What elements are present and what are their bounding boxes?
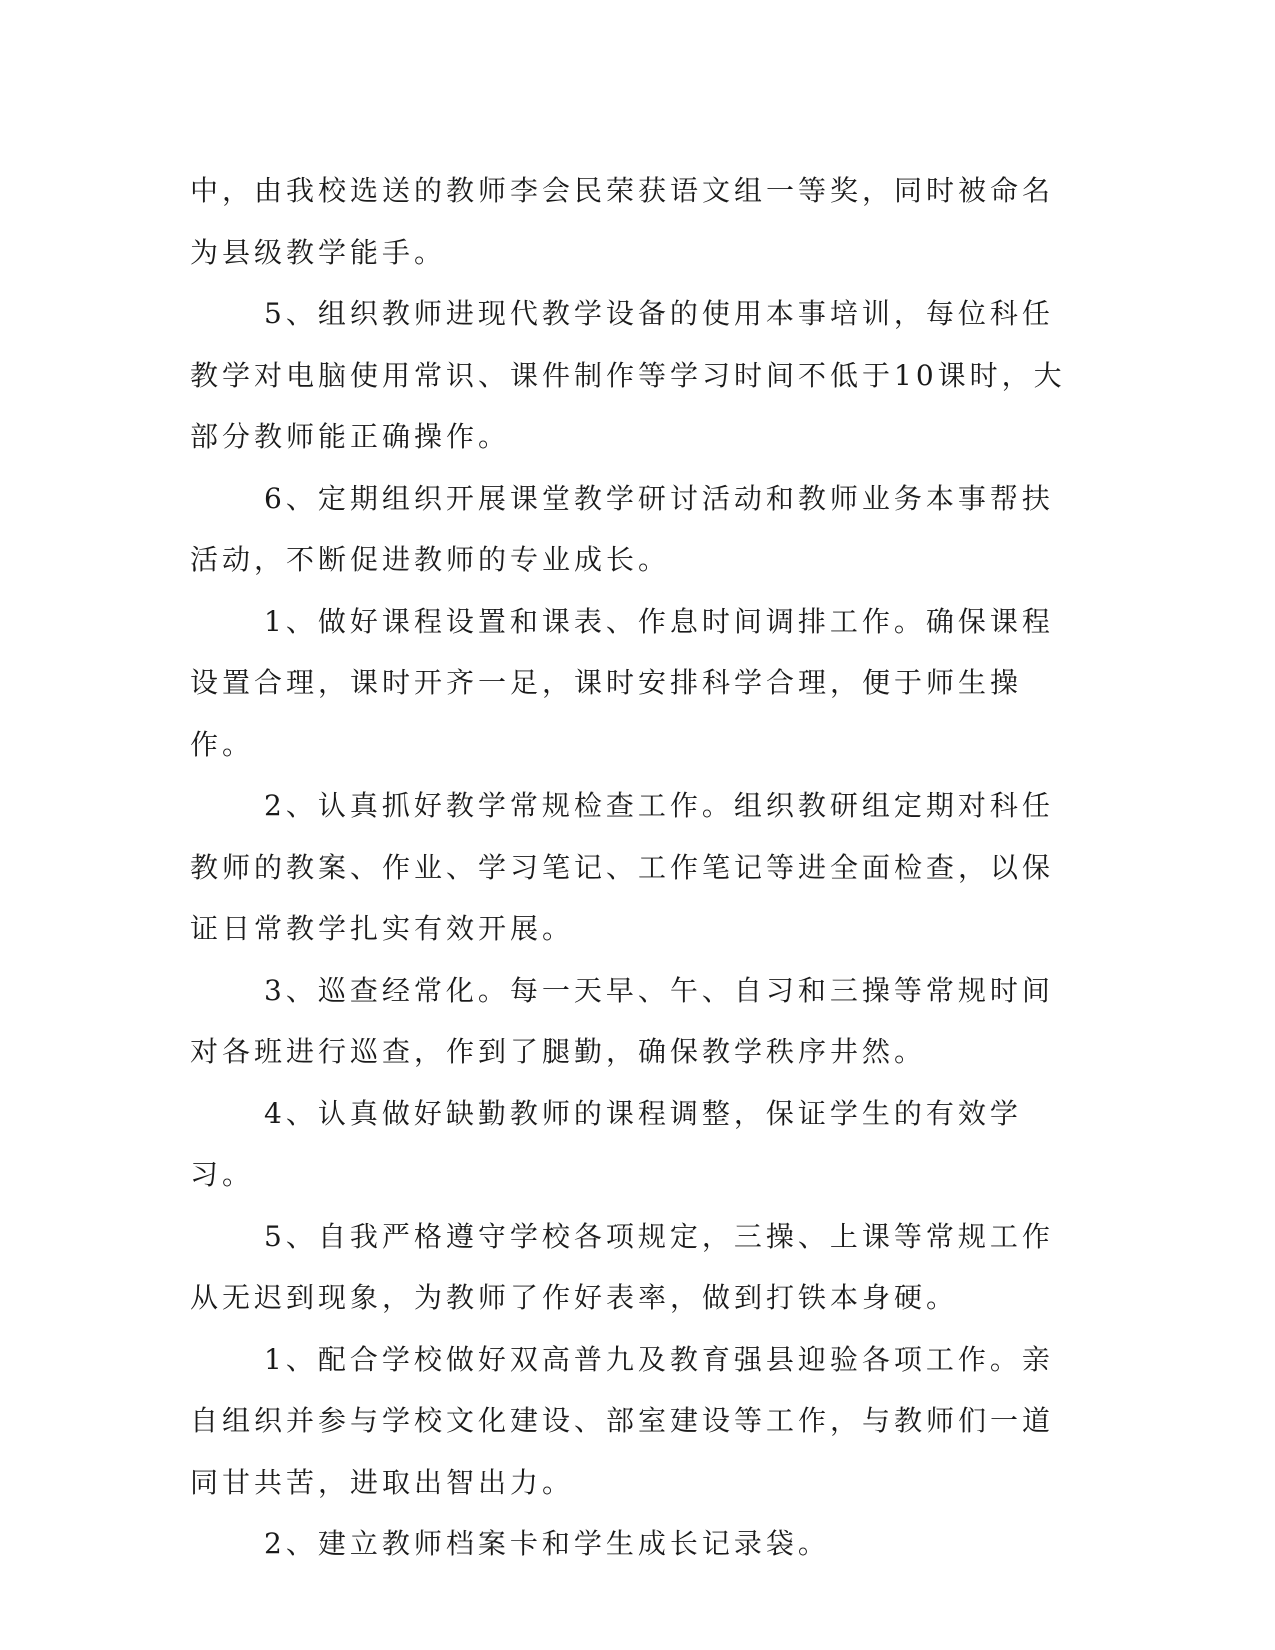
paragraph: 4、认真做好缺勤教师的课程调整，保证学生的有效学习。 [190,1096,1022,1191]
paragraph: 1、做好课程设置和课表、作息时间调排工作。确保课程设置合理，课时开齐一足，课时安排科学合理，便于师生操作。 [190,604,1054,761]
document-body [190,160,1080,1575]
paragraph: 3、巡查经常化。每一天早、午、自习和三操等常规时间对各班进行巡查，作到了腿勤，确保教学秩序井然。 [190,973,1054,1068]
paragraph: 中，由我校选送的教师李会民荣获语文组一等奖，同时被命名为县级教学能手。 [190,174,1055,269]
paragraph: 5、组织教师进现代教学设备的使用本事培训，每位科任教学对电脑使用常识、课件制作等学习时间不低于10课时，大部分教师能正确操作。 [190,297,1066,453]
paragraph: 2、认真抓好教学常规检查工作。组织教研组定期对科任教师的教案、作业、学习笔记、工作笔记等进全面检查，以保证日常教学扎实有效开展。 [190,789,1055,945]
paragraph: 1、配合学校做好双高普九及教育强县迎验各项工作。亲自组织并参与学校文化建设、部室建设等工作，与教师们一道同甘共苦，进取出智出力。 [190,1342,1055,1499]
paragraph: 2、建立教师档案卡和学生成长记录袋。 [264,1527,830,1560]
paragraph: 6、定期组织开展课堂教学研讨活动和教师业务本事帮扶活动，不断促进教师的专业成长。 [190,481,1054,576]
paragraph: 5、自我严格遵守学校各项规定，三操、上课等常规工作从无迟到现象，为教师了作好表率，做到打铁本身硬。 [190,1219,1054,1314]
